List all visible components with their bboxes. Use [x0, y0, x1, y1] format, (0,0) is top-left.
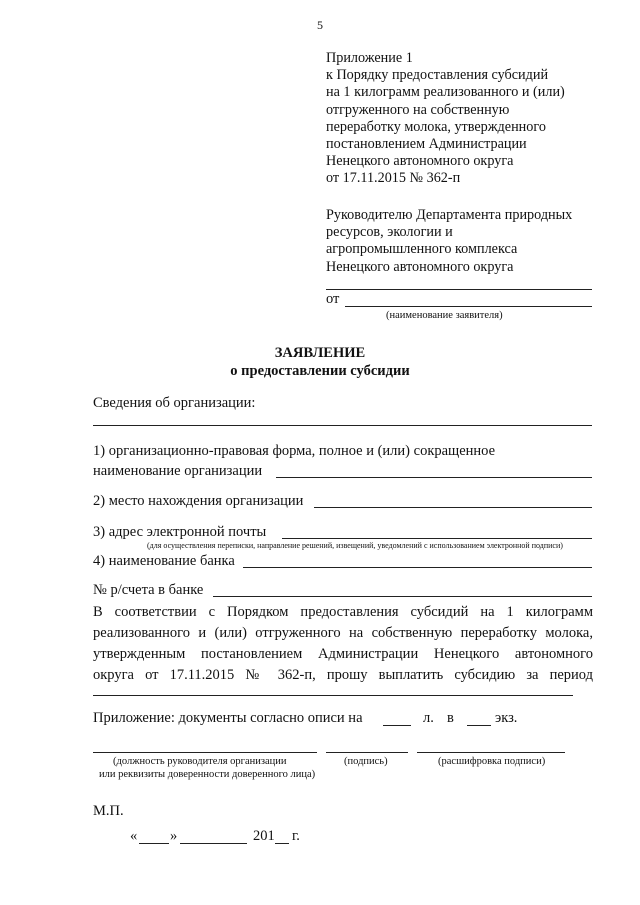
- date-day-field[interactable]: [139, 843, 169, 844]
- stamp-label: М.П.: [93, 803, 124, 819]
- appendix-line: от 17.11.2015 № 362-п: [326, 170, 461, 187]
- org-form-label: 1) организационно-правовая форма, полное и (или) сокращенное: [93, 443, 496, 459]
- request-paragraph: [93, 602, 593, 686]
- page-number: 5: [317, 18, 323, 32]
- attachment-unit-copies: экз.: [495, 710, 518, 726]
- date-open-quote: «: [130, 828, 138, 844]
- date-year-field[interactable]: [275, 843, 289, 844]
- bank-account-field[interactable]: [213, 596, 592, 597]
- attachment-in-word: в: [447, 710, 454, 726]
- attachment-prefix: Приложение: документы согласно описи на: [93, 710, 363, 726]
- bank-account-label: № р/счета в банке: [93, 582, 204, 598]
- paragraph-line: округа от 17.11.2015 № 362-п, прошу выплатить субсидию за период: [93, 667, 593, 683]
- period-field[interactable]: [93, 695, 573, 696]
- bank-name-field[interactable]: [243, 567, 592, 568]
- signature-line[interactable]: [326, 752, 408, 753]
- bank-name-label: 4) наименование банка: [93, 553, 235, 569]
- appendix-line: Приложение 1: [326, 50, 413, 66]
- appendix-line: отгруженного на собственную: [326, 101, 510, 118]
- attachment-pages-field[interactable]: [383, 725, 411, 726]
- paragraph-line: В соответствии с Порядком предоставления субсидий на 1 килограмм: [93, 604, 593, 620]
- date-month-field[interactable]: [180, 843, 247, 844]
- email-label: 3) адрес электронной почты: [93, 524, 267, 540]
- org-name-field[interactable]: [276, 477, 592, 478]
- attachment-unit-pages: л.: [423, 710, 434, 726]
- addressee-line: Руководителю Департамента природных: [326, 207, 573, 223]
- attachment-copies-field[interactable]: [467, 725, 491, 726]
- org-info-label: Сведения об организации:: [93, 395, 256, 411]
- date-year-suffix: г.: [292, 828, 300, 844]
- appendix-block: [326, 50, 565, 188]
- date-year-prefix: 201: [253, 828, 275, 844]
- email-field[interactable]: [282, 538, 592, 539]
- date-close-quote: »: [170, 828, 178, 844]
- org-location-field[interactable]: [314, 507, 592, 508]
- appendix-line: Ненецкого автономного округа: [326, 153, 514, 170]
- position-caption-line1: (должность руководителя организации: [113, 756, 287, 767]
- document-subtitle: о предоставлении субсидии: [230, 363, 410, 379]
- appendix-line: на 1 килограмм реализованного и (или): [326, 84, 565, 101]
- position-signature-line[interactable]: [93, 752, 317, 753]
- position-caption-line2: или реквизиты доверенности доверенного лица): [99, 769, 316, 780]
- transcript-caption: (расшифровка подписи): [438, 756, 546, 767]
- paragraph-line: утвержденным постановлением Администрации Ненецкого автономного: [93, 646, 593, 662]
- appendix-line: переработку молока, утвержденного: [326, 118, 546, 135]
- addressee-block: [326, 207, 572, 276]
- org-info-field[interactable]: [93, 425, 592, 426]
- addressee-line: Ненецкого автономного округа: [326, 258, 514, 275]
- appendix-line: постановлением Администрации: [326, 136, 527, 153]
- document-title: ЗАЯВЛЕНИЕ: [274, 345, 366, 361]
- addressee-line: агропромышленного комплекса: [326, 241, 518, 258]
- org-location-label: 2) место нахождения организации: [93, 493, 304, 509]
- applicant-name-field[interactable]: [345, 306, 592, 307]
- email-caption: (для осуществления переписки, направление решений, извещений, уведомлений с использованием электронной подписи): [147, 541, 563, 550]
- addressee-line: ресурсов, экологии и: [326, 224, 453, 241]
- paragraph-line: реализованного и (или) отгруженного на собственную переработку молока,: [93, 625, 593, 641]
- applicant-caption: (наименование заявителя): [386, 310, 503, 321]
- addressee-blank-line[interactable]: [326, 289, 592, 290]
- org-name-label: наименование организации: [93, 463, 263, 479]
- transcript-line[interactable]: [417, 752, 565, 753]
- from-label: от: [326, 291, 340, 307]
- signature-caption: (подпись): [344, 756, 388, 767]
- appendix-line: к Порядку предоставления субсидий: [326, 67, 549, 84]
